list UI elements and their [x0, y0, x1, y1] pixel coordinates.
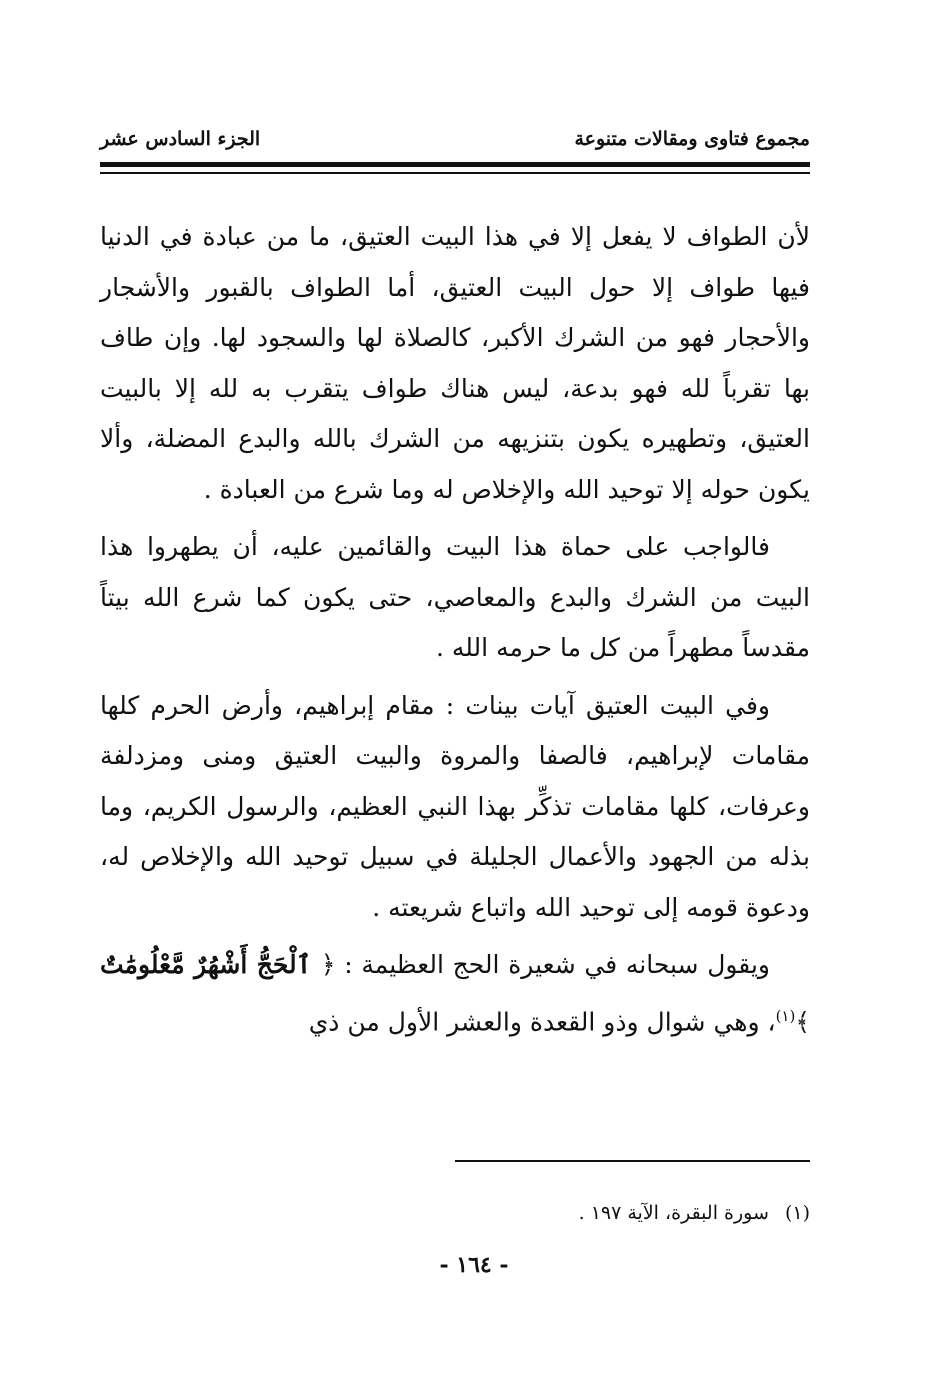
page-number: - ١٦٤ - [439, 1252, 509, 1278]
paragraph-4 [100, 940, 810, 1047]
running-header [100, 124, 810, 154]
quran-verse: ٱلْحَجُّ أَشْهُرٌ مَّعْلُومَٰتٌ [100, 950, 321, 979]
paragraph-4-continuation: ، وهي شوال وذو القعدة والعشر الأول من ذي [308, 1006, 776, 1036]
body-text [100, 212, 810, 1054]
footnote [100, 1198, 810, 1228]
volume-label: الجزء السادس عشر [100, 128, 261, 150]
ornate-bracket-close: ﴾ [795, 1006, 810, 1036]
header-rule-thin [100, 172, 810, 174]
paragraph-1: لأن الطواف لا يفعل إلا في هذا البيت العتيق، ما من عبادة في الدنيا فيها طواف إلا حول البيت العتيق، أما الطواف بالقبور والأشجار والأحجار فهو من الشرك الأكبر، كالصلاة لها والسجود لها. وإن طاف بها تقرباً لله فهو بدعة، ليس هناك طواف يتقرب به لله إلا بالبيت العتيق، وتطهيره يكون بتنزيهه من الشرك بالله والبدع المضلة، وألا يكون حوله إلا توحيد الله والإخلاص له وما شرع من العبادة . [100, 222, 810, 504]
footnote-separator [455, 1160, 810, 1162]
footnote-reference[interactable]: (١) [775, 1006, 796, 1025]
footnote-text: سورة البقرة، الآية ١٩٧ . [578, 1202, 769, 1224]
paragraph-2: فالواجب على حماة هذا البيت والقائمين عليه، أن يطهروا هذا البيت من الشرك والبدع والمعاصي، حتى يكون كما شرع الله بيتاً مقدساً مطهراً من كل ما حرمه الله . [100, 532, 810, 662]
header-rule-thick [100, 162, 810, 167]
paragraph-3: وفي البيت العتيق آيات بينات : مقام إبراهيم، وأرض الحرم كلها مقامات لإبراهيم، فالصفا والمروة والبيت العتيق ومنى ومزدلفة وعرفات، كلها مقامات تذكِّر بهذا النبي العظيم، والرسول الكريم، وما بذله من الجهود والأعمال الجليلة في سبيل توحيد الله والإخلاص له، ودعوة قومه إلى توحيد الله واتباع شريعته . [100, 690, 810, 922]
paragraph-4-intro: ويقول سبحانه في شعيرة الحج العظيمة : [335, 950, 770, 979]
ornate-bracket-open: ﴿ [320, 950, 336, 979]
book-title: مجموع فتاوى ومقالات متنوعة [574, 128, 810, 150]
footnote-number: (١) [784, 1202, 810, 1224]
